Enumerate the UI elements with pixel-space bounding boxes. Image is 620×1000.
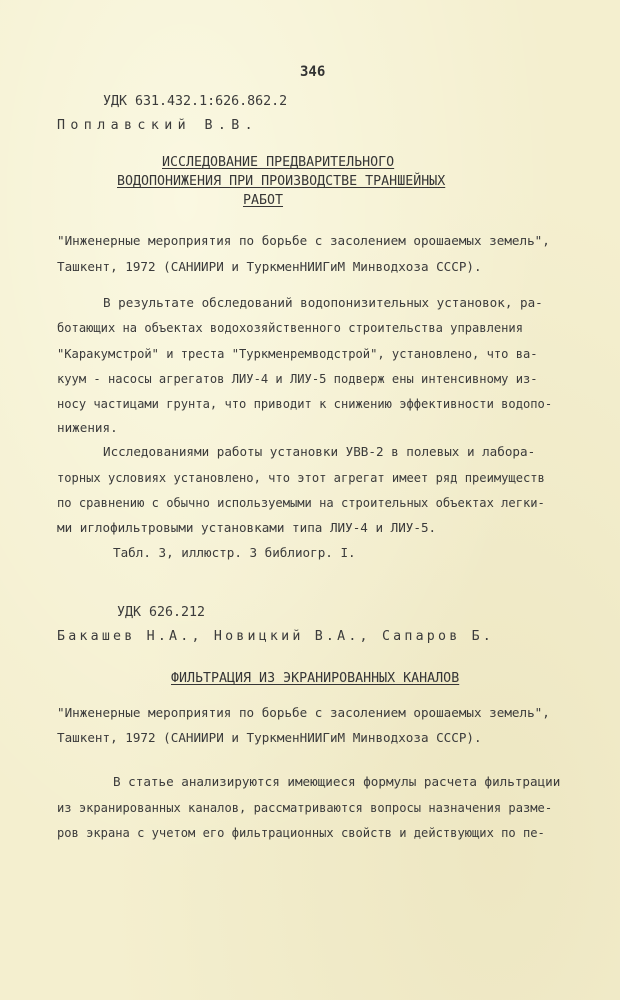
article1-title-line-2: ВОДОПОНИЖЕНИЯ ПРИ ПРОИЗВОДСТВЕ ТРАНШЕЙНЫХ bbox=[117, 174, 446, 189]
page-number: 346 bbox=[300, 64, 326, 80]
article2-author: Бакашев Н.А., Новицкий В.А., Сапаров Б. bbox=[57, 629, 495, 644]
article2-source-line-2: Ташкент, 1972 (САНИИРИ и ТуркменНИИГиМ Минводхоза СССР). bbox=[57, 730, 482, 745]
article1-body-line-10: ми иглофильтровыми установками типа ЛИУ-4 и ЛИУ-5. bbox=[57, 520, 437, 535]
article2-source-line-1: "Инженерные мероприятия по борьбе с засолением орошаемых земель", bbox=[57, 705, 550, 720]
article1-body-line-9: по сравнению с обычно используемыми на строительных объектах легки- bbox=[57, 496, 545, 510]
article2-title: ФИЛЬТРАЦИЯ ИЗ ЭКРАНИРОВАННЫХ КАНАЛОВ bbox=[171, 671, 460, 686]
article1-body-line-8: торных условиях установлено, что этот агрегат имеет ряд преимуществ bbox=[57, 471, 545, 485]
article1-body-line-4: куум - насосы агрегатов ЛИУ-4 и ЛИУ-5 подверж ены интенсивному из- bbox=[57, 372, 538, 386]
article1-source-line-1: "Инженерные мероприятия по борьбе с засолением орошаемых земель", bbox=[57, 233, 550, 248]
article1-body-line-5: носу частицами грунта, что приводит к снижению эффективности водопо- bbox=[57, 397, 553, 411]
article1-body-line-1: В результате обследований водопонизительных установок, ра- bbox=[103, 295, 543, 310]
article1-title-line-3: РАБОТ bbox=[242, 193, 284, 208]
article1-source-line-2: Ташкент, 1972 (САНИИРИ и ТуркменНИИГиМ Минводхоза СССР). bbox=[57, 259, 482, 274]
article1-body-line-7: Исследованиями работы установки УВВ-2 в полевых и лабора- bbox=[103, 444, 536, 459]
article1-body-line-6: нижения. bbox=[57, 420, 118, 435]
article1-biblio: Табл. 3, иллюстр. 3 библиогр. I. bbox=[113, 545, 356, 560]
article2-udk: УДК 626.212 bbox=[117, 605, 206, 620]
article1-title-line-1: ИССЛЕДОВАНИЕ ПРЕДВАРИТЕЛЬНОГО bbox=[162, 155, 395, 170]
article1-udk: УДК 631.432.1:626.862.2 bbox=[103, 94, 288, 109]
article1-body-line-2: ботающих на объектах водохозяйственного строительства управления bbox=[57, 321, 523, 335]
article2-body-line-2: из экранированных каналов, рассматриваются вопросы назначения разме- bbox=[57, 801, 553, 815]
article2-body-line-3: ров экрана с учетом его фильтрационных свойств и действующих по пе- bbox=[57, 826, 545, 840]
article2-body-line-1: В статье анализируются имеющиеся формулы расчета фильтрации bbox=[113, 774, 561, 789]
article1-author: Поплавский В.В. bbox=[57, 118, 259, 133]
article1-body-line-3: "Каракумстрой" и треста "Туркменремводстрой", установлено, что ва- bbox=[57, 347, 538, 361]
